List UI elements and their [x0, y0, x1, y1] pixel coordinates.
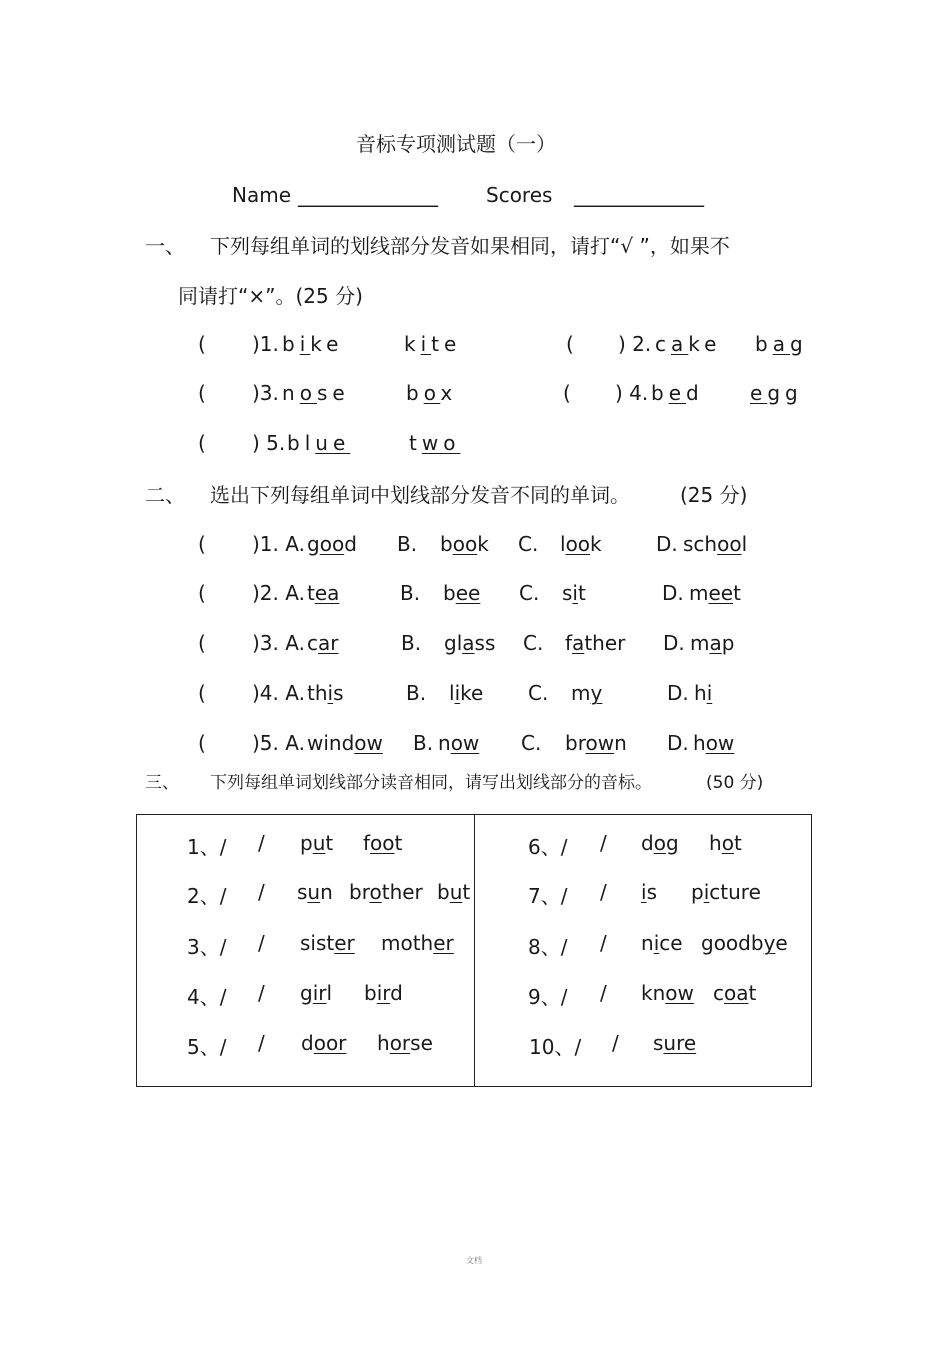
option-c — [560, 532, 602, 556]
word-part: h — [709, 831, 722, 855]
option-b — [443, 581, 480, 605]
word-part: m — [571, 681, 591, 705]
option-d — [693, 731, 734, 755]
word-part: c — [713, 981, 724, 1005]
word-part: n — [641, 931, 654, 955]
word — [300, 981, 332, 1005]
word-part: k — [590, 532, 602, 556]
answer-slash[interactable]: / — [600, 831, 607, 855]
underlined-part: wo — [421, 431, 461, 455]
word — [641, 831, 679, 855]
word-part: f — [363, 831, 371, 855]
underlined-part: i — [420, 332, 432, 356]
underlined-part: ee — [708, 581, 734, 605]
word-part: c — [655, 332, 671, 356]
section-2-score: (25 分) — [680, 483, 748, 507]
word-part: t — [394, 831, 403, 855]
word-part: b — [364, 981, 377, 1005]
word — [437, 880, 470, 904]
word-part: b — [440, 532, 453, 556]
underlined-part: ea — [314, 581, 340, 605]
page-title: 音标专项测试题（一） — [356, 132, 556, 156]
option-label: D. — [656, 532, 678, 556]
word-part: d — [301, 1031, 314, 1055]
word — [404, 332, 461, 356]
table-divider — [474, 815, 475, 1086]
word-part: k — [477, 532, 489, 556]
row-number: 10、/ — [529, 1035, 582, 1059]
answer-slash[interactable]: / — [258, 981, 265, 1005]
word-part: n — [320, 880, 333, 904]
word — [713, 981, 756, 1005]
word-part: gg — [767, 381, 803, 405]
word-part: l — [560, 532, 566, 556]
underlined-part: i — [641, 880, 647, 904]
underlined-part: ow — [585, 731, 615, 755]
option-d — [694, 681, 712, 705]
option-c — [565, 631, 625, 655]
word-part: br — [565, 731, 586, 755]
answer-slash[interactable]: / — [258, 931, 265, 955]
option-b — [444, 631, 495, 655]
underlined-part: i — [706, 681, 713, 705]
word-part: ther — [584, 631, 626, 655]
option-label: C. — [518, 532, 539, 556]
option-b — [438, 731, 479, 755]
word — [701, 931, 788, 955]
underlined-part: y — [590, 681, 603, 705]
row-number: 6、/ — [528, 835, 568, 859]
underlined-part: o — [299, 381, 317, 405]
word-part: b — [755, 332, 773, 356]
word-part: h — [693, 731, 706, 755]
word-part: l — [449, 681, 455, 705]
underlined-part: oa — [724, 981, 749, 1005]
option-d — [683, 532, 747, 556]
word-part: ther — [381, 880, 423, 904]
word-part: b — [443, 581, 456, 605]
option-c — [565, 731, 627, 755]
section-1-instruction: 下列每组单词的划线部分发音如果相同，请打“√ ”，如果不 — [210, 234, 730, 258]
row-number: 4、/ — [187, 985, 227, 1009]
section-1-instruction-cont: 同请打“×”。(25 分) — [178, 284, 363, 308]
underlined-part: i — [327, 681, 334, 705]
underlined-part: oo — [319, 532, 345, 556]
word — [755, 332, 808, 356]
underlined-part: oo — [452, 532, 478, 556]
word-part: h — [377, 1031, 390, 1055]
item-number: ) 4. — [615, 381, 649, 405]
option-a — [307, 532, 357, 556]
answer-paren[interactable]: ( — [198, 681, 206, 705]
item-number: )3. — [252, 381, 279, 405]
word — [381, 931, 454, 955]
underlined-part: u — [449, 880, 463, 904]
word — [750, 381, 803, 405]
answer-paren[interactable]: ( — [198, 581, 206, 605]
name-label: Name — [232, 183, 292, 207]
word — [691, 880, 761, 904]
word-part: n — [614, 731, 627, 755]
row-number: 8、/ — [528, 935, 568, 959]
name-field[interactable]: ______________ — [298, 183, 438, 207]
answer-paren[interactable]: ( — [198, 332, 206, 356]
word-part: s — [646, 880, 657, 904]
option-a — [307, 631, 338, 655]
word-part: t — [307, 581, 315, 605]
word-part: d — [686, 381, 704, 405]
item-number: ) 5. — [252, 431, 286, 455]
row-number: 1、/ — [187, 835, 227, 859]
word-part: s — [653, 1031, 664, 1055]
underlined-part: ir — [312, 981, 327, 1005]
underlined-part: i — [703, 880, 710, 904]
word-part: x — [440, 381, 458, 405]
word-part: g — [307, 532, 320, 556]
word-part: d — [390, 981, 403, 1005]
item-number: )1. A. — [252, 532, 305, 556]
underlined-part: e — [668, 381, 687, 405]
underlined-part: oor — [313, 1031, 347, 1055]
answer-paren[interactable]: ( — [198, 532, 206, 556]
word-part: g — [665, 831, 679, 855]
option-label: B. — [413, 731, 434, 755]
section-1-number: 一、 — [145, 234, 185, 258]
underlined-part: or — [389, 1031, 411, 1055]
answer-paren[interactable]: ( — [566, 332, 574, 356]
answer-paren[interactable]: ( — [198, 381, 206, 405]
answer-slash[interactable]: / — [258, 880, 265, 904]
word-part: t — [462, 880, 471, 904]
row-number: 3、/ — [187, 935, 227, 959]
word-part: t — [577, 581, 586, 605]
answer-slash[interactable]: / — [612, 1031, 619, 1055]
item-number: )5. A. — [252, 731, 305, 755]
word-part: kn — [641, 981, 666, 1005]
word — [297, 880, 333, 904]
word-part: moth — [381, 931, 434, 955]
section-2-number: 二、 — [145, 483, 185, 507]
answer-paren[interactable]: ( — [198, 731, 206, 755]
underlined-part: oo — [565, 532, 591, 556]
item-number: )2. A. — [252, 581, 305, 605]
answer-paren[interactable]: ( — [198, 431, 206, 455]
section-3-instruction: 下列每组单词划线部分读音相同，请写出划线部分的音标。 — [210, 773, 652, 793]
word-part: ke — [688, 332, 722, 356]
underlined-part: er — [334, 931, 355, 955]
item-number: )1. — [252, 332, 279, 356]
option-b — [449, 681, 483, 705]
option-label: C. — [528, 681, 549, 705]
underlined-part: oo — [717, 532, 742, 556]
word-part: b — [651, 381, 669, 405]
underlined-part: ue — [315, 431, 351, 455]
underlined-part: i — [572, 581, 578, 605]
section-3-number: 三、 — [145, 773, 179, 793]
scores-field[interactable]: _____________ — [574, 183, 704, 207]
underlined-part: ure — [663, 1031, 697, 1055]
word — [300, 831, 333, 855]
underlined-part: oo — [370, 831, 395, 855]
option-label: D. — [667, 681, 689, 705]
word-part: d — [344, 532, 357, 556]
word-part: th — [307, 681, 328, 705]
underlined-part: e — [750, 381, 768, 405]
underlined-part: a — [772, 332, 790, 356]
word-part: wind — [307, 731, 355, 755]
word-part: ss — [474, 631, 496, 655]
word — [406, 381, 457, 405]
underlined-part: a — [709, 631, 722, 655]
underlined-part: ow — [705, 731, 735, 755]
word-part: t — [325, 831, 334, 855]
word-part: ke — [460, 681, 484, 705]
word — [363, 831, 402, 855]
word-part: s — [333, 681, 344, 705]
underlined-part: ow — [450, 731, 480, 755]
word-part: b — [437, 880, 450, 904]
word-part: sist — [300, 931, 335, 955]
option-d — [689, 581, 741, 605]
answer-slash[interactable]: / — [258, 831, 265, 855]
word-part: m — [689, 581, 709, 605]
word — [653, 1031, 696, 1055]
underlined-part: i — [299, 332, 311, 356]
underlined-part: u — [312, 831, 326, 855]
option-label: B. — [401, 631, 422, 655]
word-part: p — [721, 631, 735, 655]
section-2-instruction: 选出下列每组单词中划线部分发音不同的单词。 — [210, 483, 630, 507]
underlined-part: er — [433, 931, 454, 955]
word — [641, 880, 657, 904]
option-b — [440, 532, 489, 556]
word-part: cture — [709, 880, 761, 904]
word-part: t — [733, 581, 741, 605]
word-part: c — [307, 631, 318, 655]
scores-label: Scores — [486, 183, 553, 207]
word-part: l — [741, 532, 748, 556]
underlined-part: a — [671, 332, 689, 356]
underlined-part: o — [369, 880, 382, 904]
option-label: D. — [663, 631, 685, 655]
word — [300, 931, 355, 955]
word — [282, 332, 343, 356]
underlined-part: ow — [354, 731, 383, 755]
row-number: 7、/ — [528, 884, 568, 908]
underlined-part: o — [721, 831, 734, 855]
section-3-score: (50 分) — [706, 773, 764, 793]
word-part: sch — [683, 532, 718, 556]
word-part: t — [748, 981, 757, 1005]
row-number: 5、/ — [187, 1035, 227, 1059]
underlined-part: u — [307, 880, 321, 904]
underlined-part: a — [572, 631, 585, 655]
word-part: goodb — [701, 931, 764, 955]
answer-slash[interactable]: / — [600, 931, 607, 955]
option-c — [562, 581, 586, 605]
option-a — [307, 681, 344, 705]
answer-paren[interactable]: ( — [198, 631, 206, 655]
word-part: n — [282, 381, 300, 405]
underlined-part: o — [423, 381, 441, 405]
word-part: t — [733, 831, 742, 855]
word-part: t — [409, 431, 422, 455]
word-part: b — [406, 381, 424, 405]
answer-slash[interactable]: / — [258, 1031, 265, 1055]
word-part: d — [641, 831, 654, 855]
word-part: h — [694, 681, 707, 705]
option-c — [571, 681, 602, 705]
word — [349, 880, 423, 904]
option-d — [690, 631, 734, 655]
option-label: C. — [519, 581, 540, 605]
word-part: se — [316, 381, 350, 405]
word-part: te — [431, 332, 462, 356]
underlined-part: y — [763, 931, 776, 955]
word — [287, 431, 350, 455]
underlined-part: i — [653, 931, 660, 955]
word — [641, 931, 683, 955]
option-label: B. — [406, 681, 427, 705]
word-part: bl — [287, 431, 316, 455]
word — [409, 431, 460, 455]
word — [282, 381, 350, 405]
underlined-part: ee — [455, 581, 481, 605]
word-part: s — [562, 581, 573, 605]
word-part: m — [690, 631, 710, 655]
word-part: se — [410, 1031, 433, 1055]
underlined-part: ow — [665, 981, 694, 1005]
item-number: ) 2. — [618, 332, 652, 356]
underlined-part: i — [454, 681, 461, 705]
item-number: )4. A. — [252, 681, 305, 705]
word-part: p — [691, 880, 704, 904]
answer-paren[interactable]: ( — [563, 381, 571, 405]
option-label: B. — [400, 581, 421, 605]
word-part: k — [404, 332, 421, 356]
option-label: C. — [523, 631, 544, 655]
word — [651, 381, 704, 405]
answer-slash[interactable]: / — [600, 880, 607, 904]
word-part: n — [438, 731, 451, 755]
word-part: f — [565, 631, 573, 655]
row-number: 9、/ — [528, 985, 568, 1009]
option-label: B. — [397, 532, 418, 556]
word-part: s — [297, 880, 308, 904]
option-a — [307, 731, 383, 755]
option-label: D. — [667, 731, 689, 755]
word-part: gl — [444, 631, 463, 655]
word-part: ke — [310, 332, 344, 356]
word-part: br — [349, 880, 370, 904]
word — [301, 1031, 346, 1055]
option-label: D. — [662, 581, 684, 605]
word-part: b — [282, 332, 300, 356]
underlined-part: o — [653, 831, 666, 855]
word-part: e — [775, 931, 788, 955]
word — [641, 981, 694, 1005]
word — [709, 831, 742, 855]
footer-text: 文档 — [466, 1256, 482, 1265]
word-part: p — [300, 831, 313, 855]
word-part: l — [326, 981, 333, 1005]
option-label: C. — [521, 731, 542, 755]
word — [364, 981, 403, 1005]
underlined-part: ar — [318, 631, 339, 655]
word-part: g — [789, 332, 808, 356]
word — [655, 332, 721, 356]
option-a — [307, 581, 339, 605]
row-number: 2、/ — [187, 884, 227, 908]
underlined-part: a — [462, 631, 475, 655]
underlined-part: ir — [376, 981, 391, 1005]
word-part: g — [300, 981, 313, 1005]
word-part: ce — [659, 931, 683, 955]
word — [377, 1031, 433, 1055]
item-number: )3. A. — [252, 631, 305, 655]
answer-slash[interactable]: / — [600, 981, 607, 1005]
